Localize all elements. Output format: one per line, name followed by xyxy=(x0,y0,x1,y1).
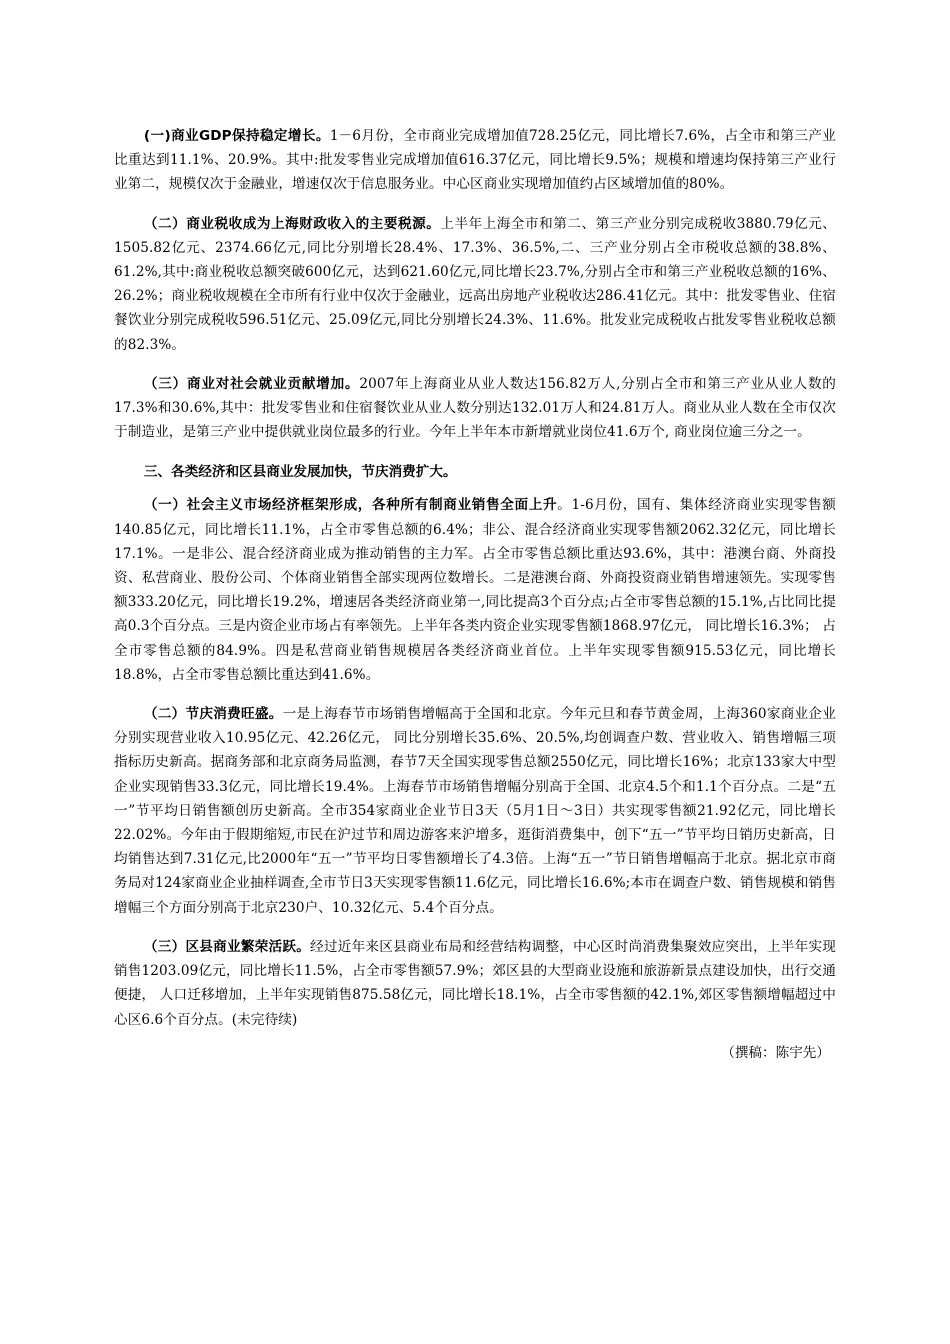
paragraph-district-commerce xyxy=(114,935,836,1032)
paragraph-body: 2007年上海商业从业人数达156.82万人,分别占全市和第三产业从业人数的17.3%和30.6%,其中：批发零售业和住宿餐饮业从业人数分别达132.01万人和24.81万人。商业从业人数在全市仅次于制造业，是第三产业中提供就业岗位最多的行业。今年上半年本市新增就业岗位41.6万个, 商业岗位逾三分之一。 xyxy=(114,375,836,441)
paragraph-body: 上半年上海全市和第二、第三产业分别完成税收3880.79亿元、1505.82亿元、2374.66亿元,同比分别增长28.4%、17.3%、36.5%,二、三产业分别占全市税收总额的38.8%、61.2%,其中:商业税收总额突破600亿元，达到621.60亿元,同比增长23.7%,分别占全市和第三产业税收总额的16%、26.2%；商业税收规模在全市所有行业中仅次于金融业，远高出房地产业税收达286.41亿元。其中：批发零售业、住宿餐饮业分别完成税收596.51亿元、25.09亿元,同比分别增长24.3%、11.6%。批发业完成税收占批发零售业税收总额的82.3%。 xyxy=(114,215,836,353)
paragraph-commerce-gdp xyxy=(114,124,836,197)
paragraph-lead: （二）商业税收成为上海财政收入的主要税源。 xyxy=(143,215,441,232)
paragraph-lead: (一)商业GDP保持稳定增长。 xyxy=(143,128,330,144)
section-heading: 三、各类经济和区县商业发展加快，节庆消费扩大。 xyxy=(143,464,457,481)
paragraph-body: 经过近年来区县商业布局和经营结构调整，中心区时尚消费集聚效应突出，上半年实现销售1203.09亿元，同比增长11.5%，占全市零售额57.9%；郊区县的大型商业设施和旅游新景点建设加快，出行交通便捷， 人口迁移增加，上半年实现销售875.58亿元，同比增长18.1%，占全市零售额的42.1%,郊区零售额增幅超过中心区6.6个百分点。(未完待续) xyxy=(114,938,836,1028)
author-byline: （撰稿：陈宇先） xyxy=(721,1044,830,1061)
paragraph-body: 一是上海春节市场销售增幅高于全国和北京。今年元旦和春节黄金周，上海360家商业企业分别实现营业收入10.95亿元、42.26亿元， 同比分别增长35.6%、20.5%,均创调查户数、营业收入、销售增幅三项指标历史新高。据商务部和北京商务局监测，春节7天全国实现零售总额2550亿元，同比增长16%；北京133家大中型企业实现销售33.3亿元，同比增长19.4%。上海春节市场销售增幅分别高于全国、北京4.5个和1.1个百分点。二是“五一”节平均日销售额创历史新高。全市354家商业企业节日3天（5月1日～3日）共实现零售额21.92亿元，同比增长22.02%。今年由于假期缩短,市民在沪过节和周边游客来沪增多，逛街消费集中，创下“五一”节平均日销历史新高，日均销售达到7.31亿元,比2000年“五一”节平均日零售额增长了4.3倍。上海“五一”节日销售增幅高于北京。据北京市商务局对124家商业企业抽样调查,全市节日3天实现零售额11.6亿元，同比增长16.6%;本市在调查户数、销售规模和销售增幅三个方面分别高于北京230户、10.32亿元、5.4个百分点。 xyxy=(114,706,836,916)
paragraph-ownership-sales xyxy=(114,493,836,687)
document-page xyxy=(114,124,836,1065)
paragraph-lead: （三）区县商业繁荣活跃。 xyxy=(143,938,311,955)
paragraph-body: 。1-6月份，国有、集体经济商业实现零售额140.85亿元，同比增长11.1%，占全市零售总额的6.4%；非公、混合经济商业实现零售额2062.32亿元，同比增长17.1%。一是非公、混合经济商业成为推动销售的主力军。占全市零售总额比重达93.6%，其中：港澳台商、外商投资、私营商业、股份公司、个体商业销售全部实现两位数增长。二是港澳台商、外商投资商业销售增速领先。实现零售额333.20亿元，同比增长19.2%，增速居各类经济商业第一,同比提高3个百分点;占全市零售总额的15.1%,占比同比提高0.3个百分点。三是内资企业市场占有率领先。上半年各类内资企业实现零售额1868.97亿元， 同比增长16.3%； 占全市零售总额的84.9%。四是私营商业销售规模居各类经济商业首位。上半年实现零售额915.53亿元，同比增长18.8%，占全市零售总额比重达到41.6%。 xyxy=(114,497,836,683)
paragraph-lead: （三）商业对社会就业贡献增加。 xyxy=(143,375,360,392)
paragraph-festival-consumption xyxy=(114,702,836,920)
paragraph-employment xyxy=(114,372,836,445)
paragraph-lead: （二）节庆消费旺盛。 xyxy=(143,706,283,723)
paragraph-commerce-tax xyxy=(114,212,836,357)
paragraph-body: 1－6月份，全市商业完成增加值728.25亿元，同比增长7.6%，占全市和第三产业比重达到11.1%、20.9%。其中:批发零售业完成增加值616.37亿元，同比增长9.5%；规模和增速均保持第三产业行业第二，规模仅次于金融业，增速仅次于信息服务业。中心区商业实现增加值约占区域增加值的80%。 xyxy=(114,128,836,193)
paragraph-lead: （一）社会主义市场经济框架形成，各种所有制商业销售全面上升 xyxy=(143,497,558,514)
